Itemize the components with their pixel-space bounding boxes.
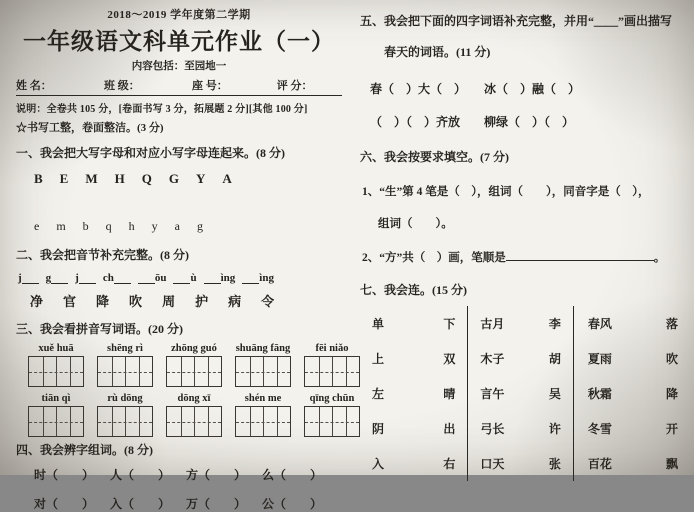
match-cell[interactable]: 落 xyxy=(665,317,678,331)
match-cell[interactable]: 李 xyxy=(548,317,561,331)
syllable-blank[interactable] xyxy=(114,272,131,284)
score-field[interactable] xyxy=(313,77,342,93)
syllable-blank[interactable] xyxy=(51,272,68,284)
uppercase-letter[interactable]: B xyxy=(34,171,43,186)
section2-heading: 二、我会把音节补充完整。(8 分) xyxy=(16,248,189,262)
lowercase-letter[interactable]: b xyxy=(82,219,89,233)
lowercase-letter[interactable]: a xyxy=(174,219,180,233)
syllable-item xyxy=(204,272,236,284)
pinyin-word xyxy=(97,343,153,387)
match-cell[interactable]: 秋霜 xyxy=(587,387,612,401)
pinyin-label: shuāng fāng xyxy=(235,343,291,354)
writing-grid[interactable] xyxy=(28,406,84,437)
syllable-post: ìng xyxy=(220,272,236,284)
word-pair-slot[interactable]: 万（ ） xyxy=(186,497,247,511)
syllable-char: 令 xyxy=(261,294,275,309)
question2-period: 。 xyxy=(653,252,666,264)
uppercase-letter[interactable]: A xyxy=(222,171,232,186)
lowercase-letter[interactable]: q xyxy=(105,219,112,233)
question2-line xyxy=(362,249,682,265)
word-pair-slot[interactable]: 人（ ） xyxy=(110,468,171,482)
match-cell[interactable]: 百花 xyxy=(587,457,612,471)
syllable-item xyxy=(173,272,196,284)
syllable-pre: ch xyxy=(102,272,114,284)
pinyin-word xyxy=(235,343,291,387)
syllable-post: ìng xyxy=(259,272,274,284)
syllable-item xyxy=(103,272,131,284)
word-pair-slot[interactable]: 么（ ） xyxy=(262,468,323,482)
pinyin-label: qīng chūn xyxy=(309,393,355,404)
uppercase-letter[interactable]: H xyxy=(114,171,125,186)
match-cell[interactable]: 张 xyxy=(548,457,561,471)
lowercase-letter[interactable]: m xyxy=(56,219,66,233)
syllable-row xyxy=(18,272,342,284)
match-cell[interactable]: 木子 xyxy=(480,352,505,366)
writing-grid[interactable] xyxy=(97,356,153,387)
syllable-blank[interactable] xyxy=(242,272,259,284)
question2-text: 2、“方”共（ ）画，笔顺是 xyxy=(362,252,506,264)
exam-note: 说明：全卷共 105 分，[卷面书写 3 分，拓展题 2 分][其他 100 分] xyxy=(16,104,308,115)
lowercase-letter[interactable]: e xyxy=(34,219,40,233)
match-cell[interactable]: 开 xyxy=(665,422,678,436)
syllable-blank[interactable] xyxy=(204,272,221,284)
syllable-blank[interactable] xyxy=(22,272,39,284)
match-column xyxy=(549,306,561,481)
syllable-char: 病 xyxy=(228,294,242,309)
question1-line1[interactable]: 1、“生”第 4 笔是（ ），组词（ ），同音字是（ ）， xyxy=(362,186,650,198)
match-cell[interactable]: 春风 xyxy=(587,317,612,331)
right-column xyxy=(348,0,694,475)
syllable-char: 周 xyxy=(162,294,176,309)
seat-field[interactable] xyxy=(228,77,277,93)
syllable-item xyxy=(138,272,167,284)
word-pair-slot[interactable]: 方（ ） xyxy=(186,468,247,482)
syllable-post: ù xyxy=(190,272,197,284)
section7-heading: 七、我会连。(15 分) xyxy=(360,283,467,297)
match-cell[interactable]: 降 xyxy=(665,387,678,401)
idiom-blank-line-2[interactable]: （ ）（ ）齐放 柳绿（ ）（ ） xyxy=(370,115,575,129)
match-cell[interactable]: 飘 xyxy=(665,457,678,471)
section3-heading: 三、我会看拼音写词语。(20 分) xyxy=(16,322,183,336)
pinyin-row-2 xyxy=(28,393,355,437)
section6-heading: 六、我会按要求填空。(7 分) xyxy=(360,150,509,164)
match-cell[interactable]: 吹 xyxy=(665,352,678,366)
writing-grid[interactable] xyxy=(304,406,360,437)
section5-heading-line1: 五、我会把下面的四字词语补充完整，并用“＿＿”画出描写 xyxy=(360,14,673,28)
pinyin-row-1 xyxy=(28,343,349,387)
syllable-item xyxy=(46,272,69,284)
uppercase-letter[interactable]: M xyxy=(85,171,98,186)
pinyin-label: zhōng guó xyxy=(171,343,217,354)
match-cell[interactable]: 冬雪 xyxy=(587,422,612,436)
match-cell[interactable]: 出 xyxy=(443,422,456,436)
pinyin-word xyxy=(97,393,153,437)
word-pair-slot[interactable]: 对（ ） xyxy=(34,497,95,511)
writing-grid[interactable] xyxy=(304,356,360,387)
word-pair-row-2 xyxy=(34,495,342,512)
seat-label: 座 号： xyxy=(192,80,228,92)
syllable-char: 护 xyxy=(195,294,209,309)
syllable-pre: g xyxy=(45,272,52,284)
match-cell[interactable]: 上 xyxy=(372,352,385,366)
writing-grid[interactable] xyxy=(28,356,84,387)
syllable-blank[interactable] xyxy=(138,272,155,284)
page-title: 一年级语文科单元作业（一） xyxy=(23,29,335,54)
section5-heading-line2: 春天的词语。(11 分) xyxy=(384,45,491,59)
pinyin-word xyxy=(28,393,84,437)
stroke-order-blank[interactable] xyxy=(506,250,654,261)
word-pair-slot[interactable]: 入（ ） xyxy=(110,497,171,511)
uppercase-letter[interactable]: Q xyxy=(141,171,152,186)
uppercase-letter[interactable]: G xyxy=(168,171,179,186)
pinyin-label: tiān qì xyxy=(41,393,71,404)
syllable-item xyxy=(18,272,39,284)
uppercase-letter-row xyxy=(34,171,342,187)
lowercase-letter[interactable]: y xyxy=(151,219,158,233)
lowercase-letter[interactable]: g xyxy=(197,219,203,233)
uppercase-letter[interactable]: Y xyxy=(196,171,206,186)
syllable-item xyxy=(242,272,274,284)
match-group-3 xyxy=(573,306,682,481)
syllable-char: 降 xyxy=(96,294,110,309)
word-pair-slot[interactable]: 公（ ） xyxy=(262,497,323,511)
scope-line: 内容包括：至园地一 xyxy=(131,61,227,72)
match-cell[interactable]: 弓长 xyxy=(480,422,505,436)
term-line: 2018～2019 学年度第二学期 xyxy=(107,9,251,21)
syllable-item xyxy=(75,272,96,284)
pinyin-label: rù dōng xyxy=(107,393,143,404)
class-label: 班 级： xyxy=(104,80,140,92)
match-column xyxy=(372,306,384,481)
writing-grid[interactable] xyxy=(97,406,153,437)
match-cell[interactable]: 阴 xyxy=(372,422,385,436)
syllable-pre: j xyxy=(75,272,79,284)
match-column xyxy=(480,306,504,481)
word-pair-row-1 xyxy=(34,466,342,483)
match-cell[interactable]: 胡 xyxy=(548,352,561,366)
match-cell[interactable]: 右 xyxy=(443,457,456,471)
syllable-char: 吹 xyxy=(129,294,143,309)
syllable-char: 官 xyxy=(63,294,77,309)
match-cell[interactable]: 吴 xyxy=(548,387,561,401)
question1-line2[interactable]: 组词（ ）。 xyxy=(378,218,453,230)
name-field[interactable] xyxy=(52,77,104,93)
uppercase-letter[interactable]: E xyxy=(59,171,69,186)
match-cell[interactable]: 晴 xyxy=(443,387,456,401)
syllable-post: ōu xyxy=(154,272,167,284)
pinyin-label: fēi niǎo xyxy=(315,343,349,354)
match-cell[interactable]: 口天 xyxy=(480,457,505,471)
pinyin-label: shēng rì xyxy=(107,343,143,354)
pinyin-label: shén me xyxy=(244,393,282,404)
writing-grid[interactable] xyxy=(235,406,291,437)
match-cell[interactable]: 双 xyxy=(443,352,456,366)
name-label: 姓 名： xyxy=(16,80,52,92)
writing-grid[interactable] xyxy=(166,406,222,437)
syllable-pre: j xyxy=(18,272,22,284)
match-cell[interactable]: 古月 xyxy=(480,317,505,331)
lowercase-letter[interactable]: h xyxy=(128,219,135,233)
syllable-char: 净 xyxy=(30,294,44,309)
match-group-1 xyxy=(372,306,467,481)
match-cell[interactable]: 下 xyxy=(443,317,456,331)
match-cell[interactable]: 左 xyxy=(372,387,385,401)
pinyin-word xyxy=(166,393,222,437)
match-cell[interactable]: 言午 xyxy=(480,387,505,401)
pinyin-word xyxy=(235,393,291,437)
score-label: 评 分： xyxy=(276,80,313,92)
writing-grid[interactable] xyxy=(235,356,291,387)
student-info-line xyxy=(16,77,342,96)
pinyin-word xyxy=(28,343,84,387)
match-cell[interactable]: 夏雨 xyxy=(587,352,612,366)
match-cell[interactable]: 单 xyxy=(372,317,385,331)
match-cell[interactable]: 许 xyxy=(548,422,561,436)
lowercase-letter-row xyxy=(34,219,342,234)
match-group-2 xyxy=(467,306,572,481)
neatness-note: ☆书写工整，卷面整洁。(3 分) xyxy=(16,122,164,134)
section1-heading: 一、我会把大写字母和对应小写字母连起来。(8 分) xyxy=(16,146,285,160)
section4-heading: 四、我会辨字组词。(8 分) xyxy=(16,443,153,457)
pinyin-word xyxy=(166,343,222,387)
character-row xyxy=(30,291,342,310)
syllable-blank[interactable] xyxy=(79,272,96,284)
match-column xyxy=(588,306,612,481)
match-column xyxy=(443,306,455,481)
pinyin-label: xuě huā xyxy=(38,343,74,354)
class-field[interactable] xyxy=(140,77,192,93)
word-pair-slot[interactable]: 时（ ） xyxy=(34,468,95,482)
match-column xyxy=(666,306,678,481)
match-cell[interactable]: 入 xyxy=(372,457,385,471)
syllable-blank[interactable] xyxy=(173,272,190,284)
matching-table xyxy=(372,306,682,481)
idiom-blank-line-1[interactable]: 春（ ）大（ ） 冰（ ）融（ ） xyxy=(370,82,581,96)
pinyin-label: dōng xī xyxy=(177,393,211,404)
writing-grid[interactable] xyxy=(166,356,222,387)
